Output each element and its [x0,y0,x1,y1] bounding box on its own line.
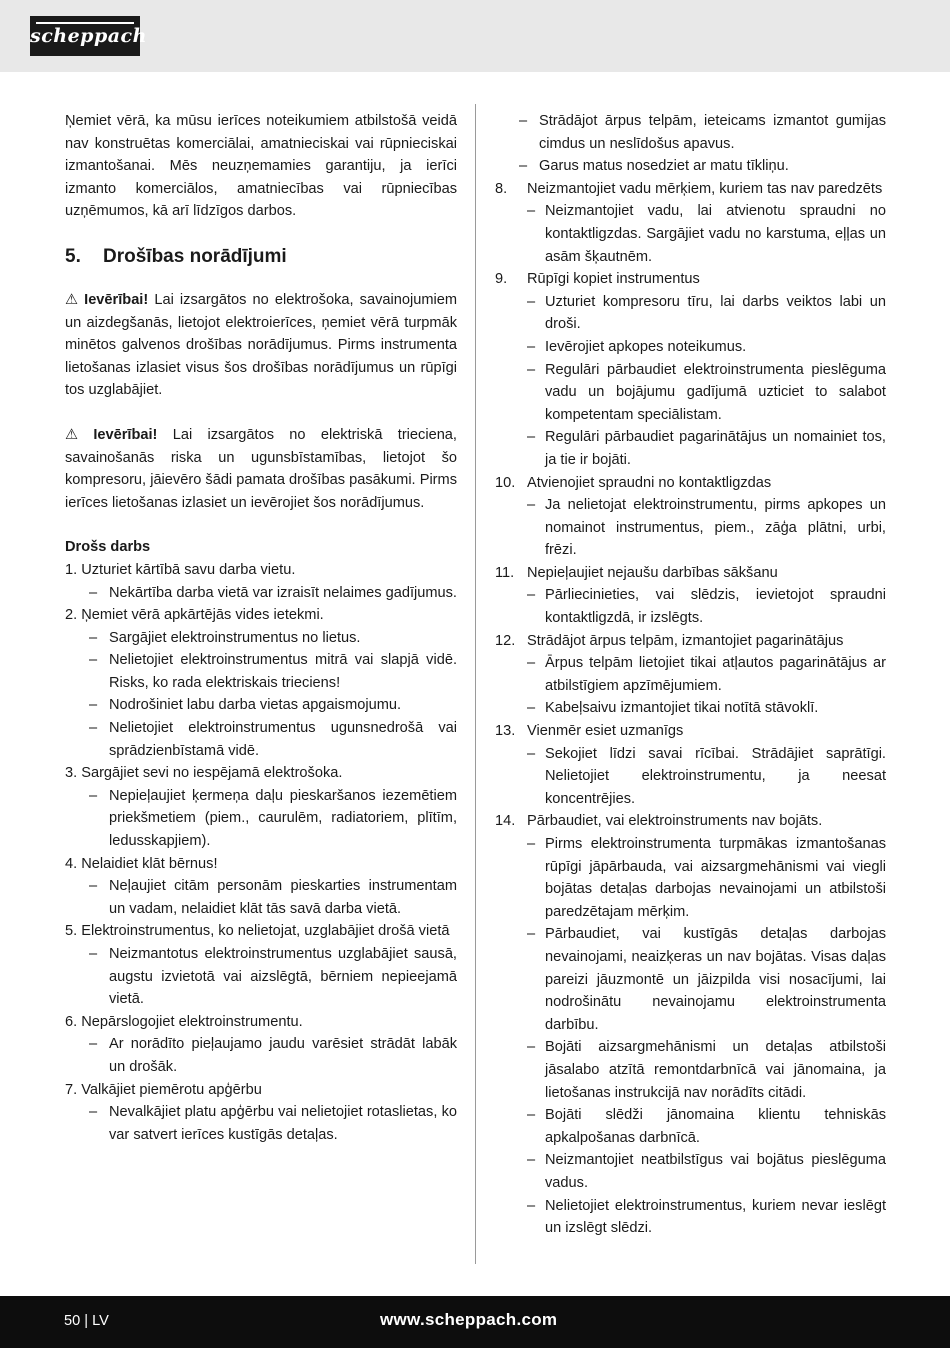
list-item [495,472,886,495]
list-subitem: – Kabeļsaivu izmantojiet tikai notītā stāvoklī. [495,697,886,720]
item-number: 11. [495,564,515,581]
subheading-safe-work: Drošs darbs [65,539,151,556]
page-number: 50 | LV [64,1313,109,1329]
warning-triangle-icon: ⚠ [65,426,90,443]
warning-paragraph-2 [65,424,457,514]
list-subitem: – Ārpus telpām lietojiet tikai atļautos pagarinātājus ar atbilstīgiem apzīmējumiem. [495,652,886,697]
page-footer [0,1296,950,1348]
list-item: 4. Nelaidiet klāt bērnus! [65,855,218,872]
list-item [495,810,886,833]
list-subitem: – Neļaujiet citām personām pieskarties instrumentam un vadam, nelaidiet klāt tās savā darba vietā. [65,875,457,920]
list-subitem: – Neizmantojiet vadu, lai atvienotu spraudni no kontaktligzdas. Sargājiet vadu no karstuma, eļļas un asām šķautnēm. [495,200,886,268]
item-number: 12. [495,632,516,649]
list-item: 5. Elektroinstrumentus, ko nelietojat, uzglabājiet drošā vietā [65,923,450,940]
list-subitem: – Sekojiet līdzi savai rīcībai. Strādājiet saprātīgi. Nelietojiet elektroinstrumentu, ja neesat koncentrējies. [495,743,886,811]
item-title: Strādājot ārpus telpām, izmantojiet pagarinātājus [527,632,844,649]
item-title: Neizmantojiet vadu mērķiem, kuriem tas nav paredzēts [527,180,883,197]
warning-label: Ievērībai! [84,291,149,308]
left-column [65,110,457,1146]
column-divider [475,104,476,1264]
warning-triangle-icon: ⚠ [65,291,81,308]
item-number: 8. [495,180,508,197]
logo-text: scheppach [30,25,147,47]
list-subitem: – Neizmantojiet neatbilstīgus vai bojātus pieslēguma vadus. [495,1149,886,1194]
list-subitem: – Sargājiet elektroinstrumentus no lietus. [65,627,457,650]
list-subitem: – Neizmantotus elektroinstrumentus uzglabājiet sausā, augstu izvietotā vai aizslēgtā, bērniem nepieejamā vietā. [65,943,457,1011]
item-title: Pārbaudiet, vai elektroinstruments nav bojāts. [527,813,823,830]
list-subitem: – Ievērojiet apkopes noteikumus. [495,336,886,359]
list-item: 6. Nepārslogojiet elektroinstrumentu. [65,1013,303,1030]
item-title: Rūpīgi kopiet instrumentus [527,271,700,288]
warning-paragraph-1 [65,289,457,402]
list-item [495,720,886,743]
list-subitem: – Bojāti slēdži jānomaina klientu tehniskās apkalpošanas darbnīcā. [495,1104,886,1149]
list-subitem: – Uzturiet kompresoru tīru, lai darbs veiktos labi un droši. [495,291,886,336]
list-subitem: – Nekārtība darba vietā var izraisīt nelaimes gadījumus. [65,582,457,605]
intro-paragraph: Ņemiet vērā, ka mūsu ierīces noteikumiem atbilstošā veidā nav konstruētas komerciālai, amatnieciskai vai rūpnieciskai izmantošanai. Mēs neuzņemamies garantiju, ja ierīci izmanto komerciālos, amatniecības vai rūpniecības uzņēmumos, kā arī līdzīgos darbos. [65,113,457,220]
item-title: Nepieļaujiet nejaušu darbības sākšanu [527,564,778,581]
item-title: Atvienojiet spraudni no kontaktligzdas [527,474,772,491]
scheppach-logo [30,16,147,56]
list-item [495,630,886,653]
warning-text: Lai izsargātos no elektriskā trieciena, savainošanās riska un ugunsbīstamības, lietojot šo kompresoru, jāievēro šādi pamata drošības pasākumi. Pirms ierīces lietošanas izlasiet un ievērojiet šos norādījumus. [65,426,457,511]
list-subitem: – Nepieļaujiet ķermeņa daļu pieskaršanos iezemētiem priekšmetiem (piem., caurulēm, radiatoriem, plītīm, ledusskapjiem). [65,785,457,853]
list-subitem: – Ja nelietojat elektroinstrumentu, pirms apkopes un nomainot instrumentus, piem., zāģa plātni, urbi, frēzi. [495,494,886,562]
list-subitem: – Regulāri pārbaudiet pagarinātājus un nomainiet tos, ja tie ir bojāti. [495,426,886,471]
list-subitem: – Strādājot ārpus telpām, ieteicams izmantot gumijas cimdus un neslīdošus apavus. [495,110,886,155]
item-number: 10. [495,474,516,491]
section-number: 5. [65,245,81,267]
website-link[interactable]: www.scheppach.com [380,1310,558,1329]
list-subitem: – Nodrošiniet labu darba vietas apgaismojumu. [65,694,457,717]
list-item: 7. Valkājiet piemērotu apģērbu [65,1081,262,1098]
list-subitem: – Nevalkājiet platu apģērbu vai nelietojiet rotaslietas, ko var satvert ierīces kustīgās detaļas. [65,1101,457,1146]
list-subitem: – Garus matus nosedziet ar matu tīkliņu. [495,155,886,178]
right-column [495,110,886,1240]
list-item: 2. Ņemiet vērā apkārtējās vides ietekmi. [65,607,324,624]
list-subitem: – Ar norādīto pieļaujamo jaudu varēsiet strādāt labāk un drošāk. [65,1033,457,1078]
warning-label: Ievērībai! [93,426,158,443]
item-title: Vienmēr esiet uzmanīgs [527,723,684,740]
list-item: 1. Uzturiet kārtībā savu darba vietu. [65,561,296,578]
list-item: 3. Sargājiet sevi no iespējamā elektrošoka. [65,765,343,782]
list-subitem: – Pārliecinieties, vai slēdzis, ievietojot spraudni kontaktligzdā, ir izslēgts. [495,584,886,629]
item-number: 9. [495,271,508,288]
list-subitem: – Nelietojiet elektroinstrumentus ugunsnedrošā vai sprādzienbīstamā vidē. [65,717,457,762]
list-subitem: – Nelietojiet elektroinstrumentus mitrā vai slapjā vidē. Risks, ko rada elektriskais trieciens! [65,649,457,694]
list-subitem: – Nelietojiet elektroinstrumentus, kuriem nevar ieslēgt un izslēgt slēdzi. [495,1195,886,1240]
list-item [495,178,886,201]
section-heading [65,245,457,269]
left-list [65,559,457,1146]
page-header [0,0,950,72]
item-number: 13. [495,723,516,740]
list-subitem: – Regulāri pārbaudiet elektroinstrumenta pieslēguma vadu un bojājumu gadījumā uzticiet to salabot kompetentam speciālistam. [495,359,886,427]
list-subitem: – Pārbaudiet, vai kustīgās detaļas darbojas nevainojami, neaizķeras un nav bojātas. Visas daļas pareizi jāuzmontē un jāizpilda visi nosacījumi, lai nodrošinātu nevainojamu elektroinstrumenta darbību. [495,923,886,1036]
list-item [495,268,886,291]
list-item [495,562,886,585]
section-title: Drošības norādījumi [103,245,287,267]
list-subitem: – Pirms elektroinstrumenta turpmākas izmantošanas rūpīgi jāpārbauda, vai aizsargmehānismi vai viegli bojātas detaļas darbojas nevainojami un atbilstoši paredzētajam mērķim. [495,833,886,923]
list-subitem: – Bojāti aizsargmehānismi un detaļas atbilstoši jāsalabo atzītā remontdarbnīcā vai jānomaina, ja lietošanas instrukcijā nav norādīts citādi. [495,1036,886,1104]
item-number: 14. [495,813,516,830]
warning-text: Lai izsargātos no elektrošoka, savainojumiem un aizdegšanās, lietojot elektroierīces, ņemiet vērā turpmāk minētos galvenos drošības norādījumus. Pirms instrumenta lietošanas izlasiet visus šos drošības norādījumus un rūpīgi tos uzglabājiet. [65,291,457,399]
